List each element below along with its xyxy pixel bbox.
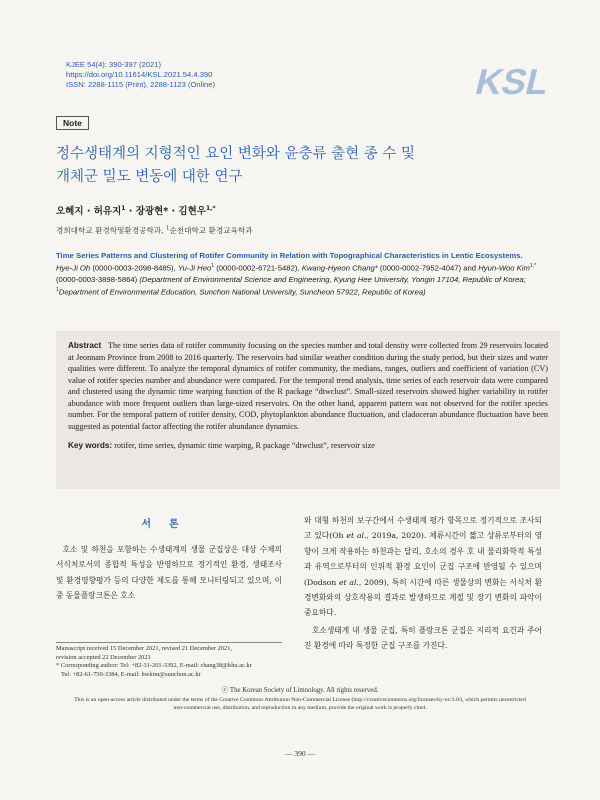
title-korean-line2: 개체군 밀도 변동에 대한 연구	[56, 169, 243, 185]
author-en-1: Hye-Ji Oh	[56, 263, 91, 273]
abstract-text: The time series data of rotifer community focusing on the species number and total density were collected from 29 reservoirs located at Jeonnam Province from 2008 to 2016 quarterly. The reservoirs had similar weather condition during the study period, but their sizes and water qualities were different. To analyze the temporal dynamics of rotifer community, the medians, ranges, outliers and coefficient of variation (CV) value of rotifer species number and abundance were compared. For the temporal trend analysis, time series of each reservoir data were compared and clustered using the dynamic time warping function of the R package “dtwclust”. Small-sized reservoirs showed higher variability in rotifer abundance with more frequent outliers than large-sized reservoirs. On the other hand, apparent pattern was not observed for the rotifer species number. For the temporal pattern of rotifer density, COD, phytoplankton abundance fluctuation, and cladoceran abundance fluctuation have been suggested as potential factor affecting the rotifer abundance dynamics.	[68, 341, 548, 431]
affiliation-en-2: Department of Environmental Education, Sunchon National University, Suncheon 57922, Republic of Korea)	[58, 287, 426, 297]
affiliation-sup: 1	[165, 225, 170, 232]
keywords	[68, 441, 548, 450]
author-en-2: Yu-Ji Heo	[177, 263, 212, 273]
orcid-1: (0000-0003-2098-8485),	[90, 263, 178, 273]
author-en-sup: 1	[211, 263, 215, 270]
article-type-badge: Note	[56, 116, 89, 130]
author-en-star: *	[534, 263, 537, 270]
authors-korean-part2: · 장광현* · 김현우	[125, 206, 206, 217]
journal-info	[66, 60, 215, 90]
title-korean	[56, 143, 526, 189]
abstract-box	[56, 331, 560, 489]
authors-korean	[56, 203, 216, 217]
author-sup: 1,	[205, 204, 213, 212]
title-english-block	[56, 250, 540, 298]
intro-text-1c: , 2009), 특히 시간에 따른 생물상의 변화는 서식처 환경변화와의 상호작용의 결과로 발생하므로 계절 및 장기 변화의 파악이 중요하다.	[304, 577, 542, 618]
citation: KJEE 54(4): 390-397 (2021)	[66, 60, 161, 69]
title-korean-line1: 정수생태계의 지형적인 요인 변화와 윤충류 출현 종 수 및	[56, 146, 416, 162]
footnote-divider	[56, 642, 282, 643]
intro-text-left: 호소 및 하천을 포함하는 수생태계의 생물 군집상은 대상 수체의 서식처로서의 종합적 특성을 반영하므로 정기적인 환경, 생태조사 및 환경영향평가 등의 다양한 제도를 통해 모니터링되고 있으며, 이 중 동물플랑크톤은 호소	[56, 545, 282, 601]
affiliation-en-1: (Department of Environmental Science and Engineering, Kyung Hee University, Yongin 17104, Republic of Korea;	[139, 274, 526, 284]
authors-korean-part1: 오혜지 · 허유지	[56, 206, 122, 217]
orcid-2: (0000-0002-6721-5482),	[214, 263, 302, 273]
affiliation-korean	[56, 225, 253, 236]
orcid-4: (0000-0003-3898-5864)	[56, 274, 140, 284]
abstract-label: Abstract	[68, 341, 102, 350]
doi-link[interactable]: https://doi.org/10.11614/KSL.2021.54.4.390	[66, 70, 213, 79]
intro-paragraph-right-1	[304, 513, 542, 621]
intro-right-column	[304, 513, 542, 654]
etal-2: et al.	[339, 577, 359, 587]
footnote-corresponding-2: Tel: +82-61-750-3384, E-mail: hwkim@sunchon.ac.kr	[61, 670, 201, 678]
keywords-text: rotifer, time series, dynamic time warping, R package “dtwclust”, reservoir size	[114, 441, 375, 450]
author-sup: 1	[121, 204, 126, 212]
affiliation-1: 경희대학교 환경학및환경공학과,	[56, 226, 166, 235]
footnote-accepted: revision accepted 22 December 2021	[56, 653, 151, 661]
license-text: This is an open-access article distributed under the terms of the Creative Commons Attribution Non-Commercial License (http://creativecommons.org/licenses/by-nc/3.0/), which permits unrestricted non-commercial use, distribution, and reproduction in any medium, provide the original work is properly cited.	[74, 697, 526, 711]
affiliation-en-sup: 1	[56, 287, 59, 294]
author-en-3: Kwang-Hyeon Chang*	[301, 263, 378, 273]
orcid-3: (0000-0002-7952-4047) and	[377, 263, 479, 273]
abstract	[68, 340, 548, 432]
author-en-sup: 1,	[529, 263, 535, 270]
affiliation-2: 순천대학교 환경교육학과	[169, 226, 253, 235]
footnote-received: Manuscript received 15 December 2021, revised 21 December 2021,	[56, 645, 233, 652]
ksl-logo-text: KSL	[471, 61, 554, 102]
intro-text-1a: 와 대형 하천의 보구간에서 수생태계 평가 항목으로 정기적으로 조사되고 있다(Oh	[304, 516, 542, 541]
title-english: Time Series Patterns and Clustering of Rotifer Community in Relation with Topographical Characteristics in Lentic Ecosystems.	[56, 251, 523, 260]
footnote-corresponding-1: * Corresponding author: Tel: +82-31-201-3392, E-mail: chang38@khu.ac.kr	[56, 662, 252, 670]
section-title-introduction: 서론	[141, 519, 197, 530]
etal-1: et al.	[346, 531, 367, 541]
intro-paragraph-left	[56, 542, 282, 604]
intro-text-1b: , 2019a, 2020). 체류시간이 짧고 상류로부터의 영향이 크게 작용하는 하천과는 달리, 호소의 경우 호 내 물리화학적 특성과 유역으로부터의 인위적 환경 요인이 군집 구조에 반영될 수 있으며(Dodson	[304, 531, 543, 587]
author-en-4: Hyun-Woo Kim	[478, 263, 530, 273]
footnotes	[56, 645, 296, 679]
intro-paragraph-right-2: 호소생태계 내 생물 군집, 특히 플랑크톤 군집은 지리적 요건과 주어진 환경에 따라 특정한 군집 구조를 가진다.	[304, 625, 542, 651]
keywords-label: Key words:	[68, 441, 113, 450]
author-star: *	[212, 204, 216, 212]
issn: ISSN: 2288-1115 (Print), 2288-1123 (Online)	[66, 80, 216, 89]
ksl-logo	[470, 60, 554, 102]
page-number: — 390 —	[284, 749, 316, 758]
copyright: ⓒ The Korean Society of Limnology. All rights reserved.	[221, 687, 379, 694]
